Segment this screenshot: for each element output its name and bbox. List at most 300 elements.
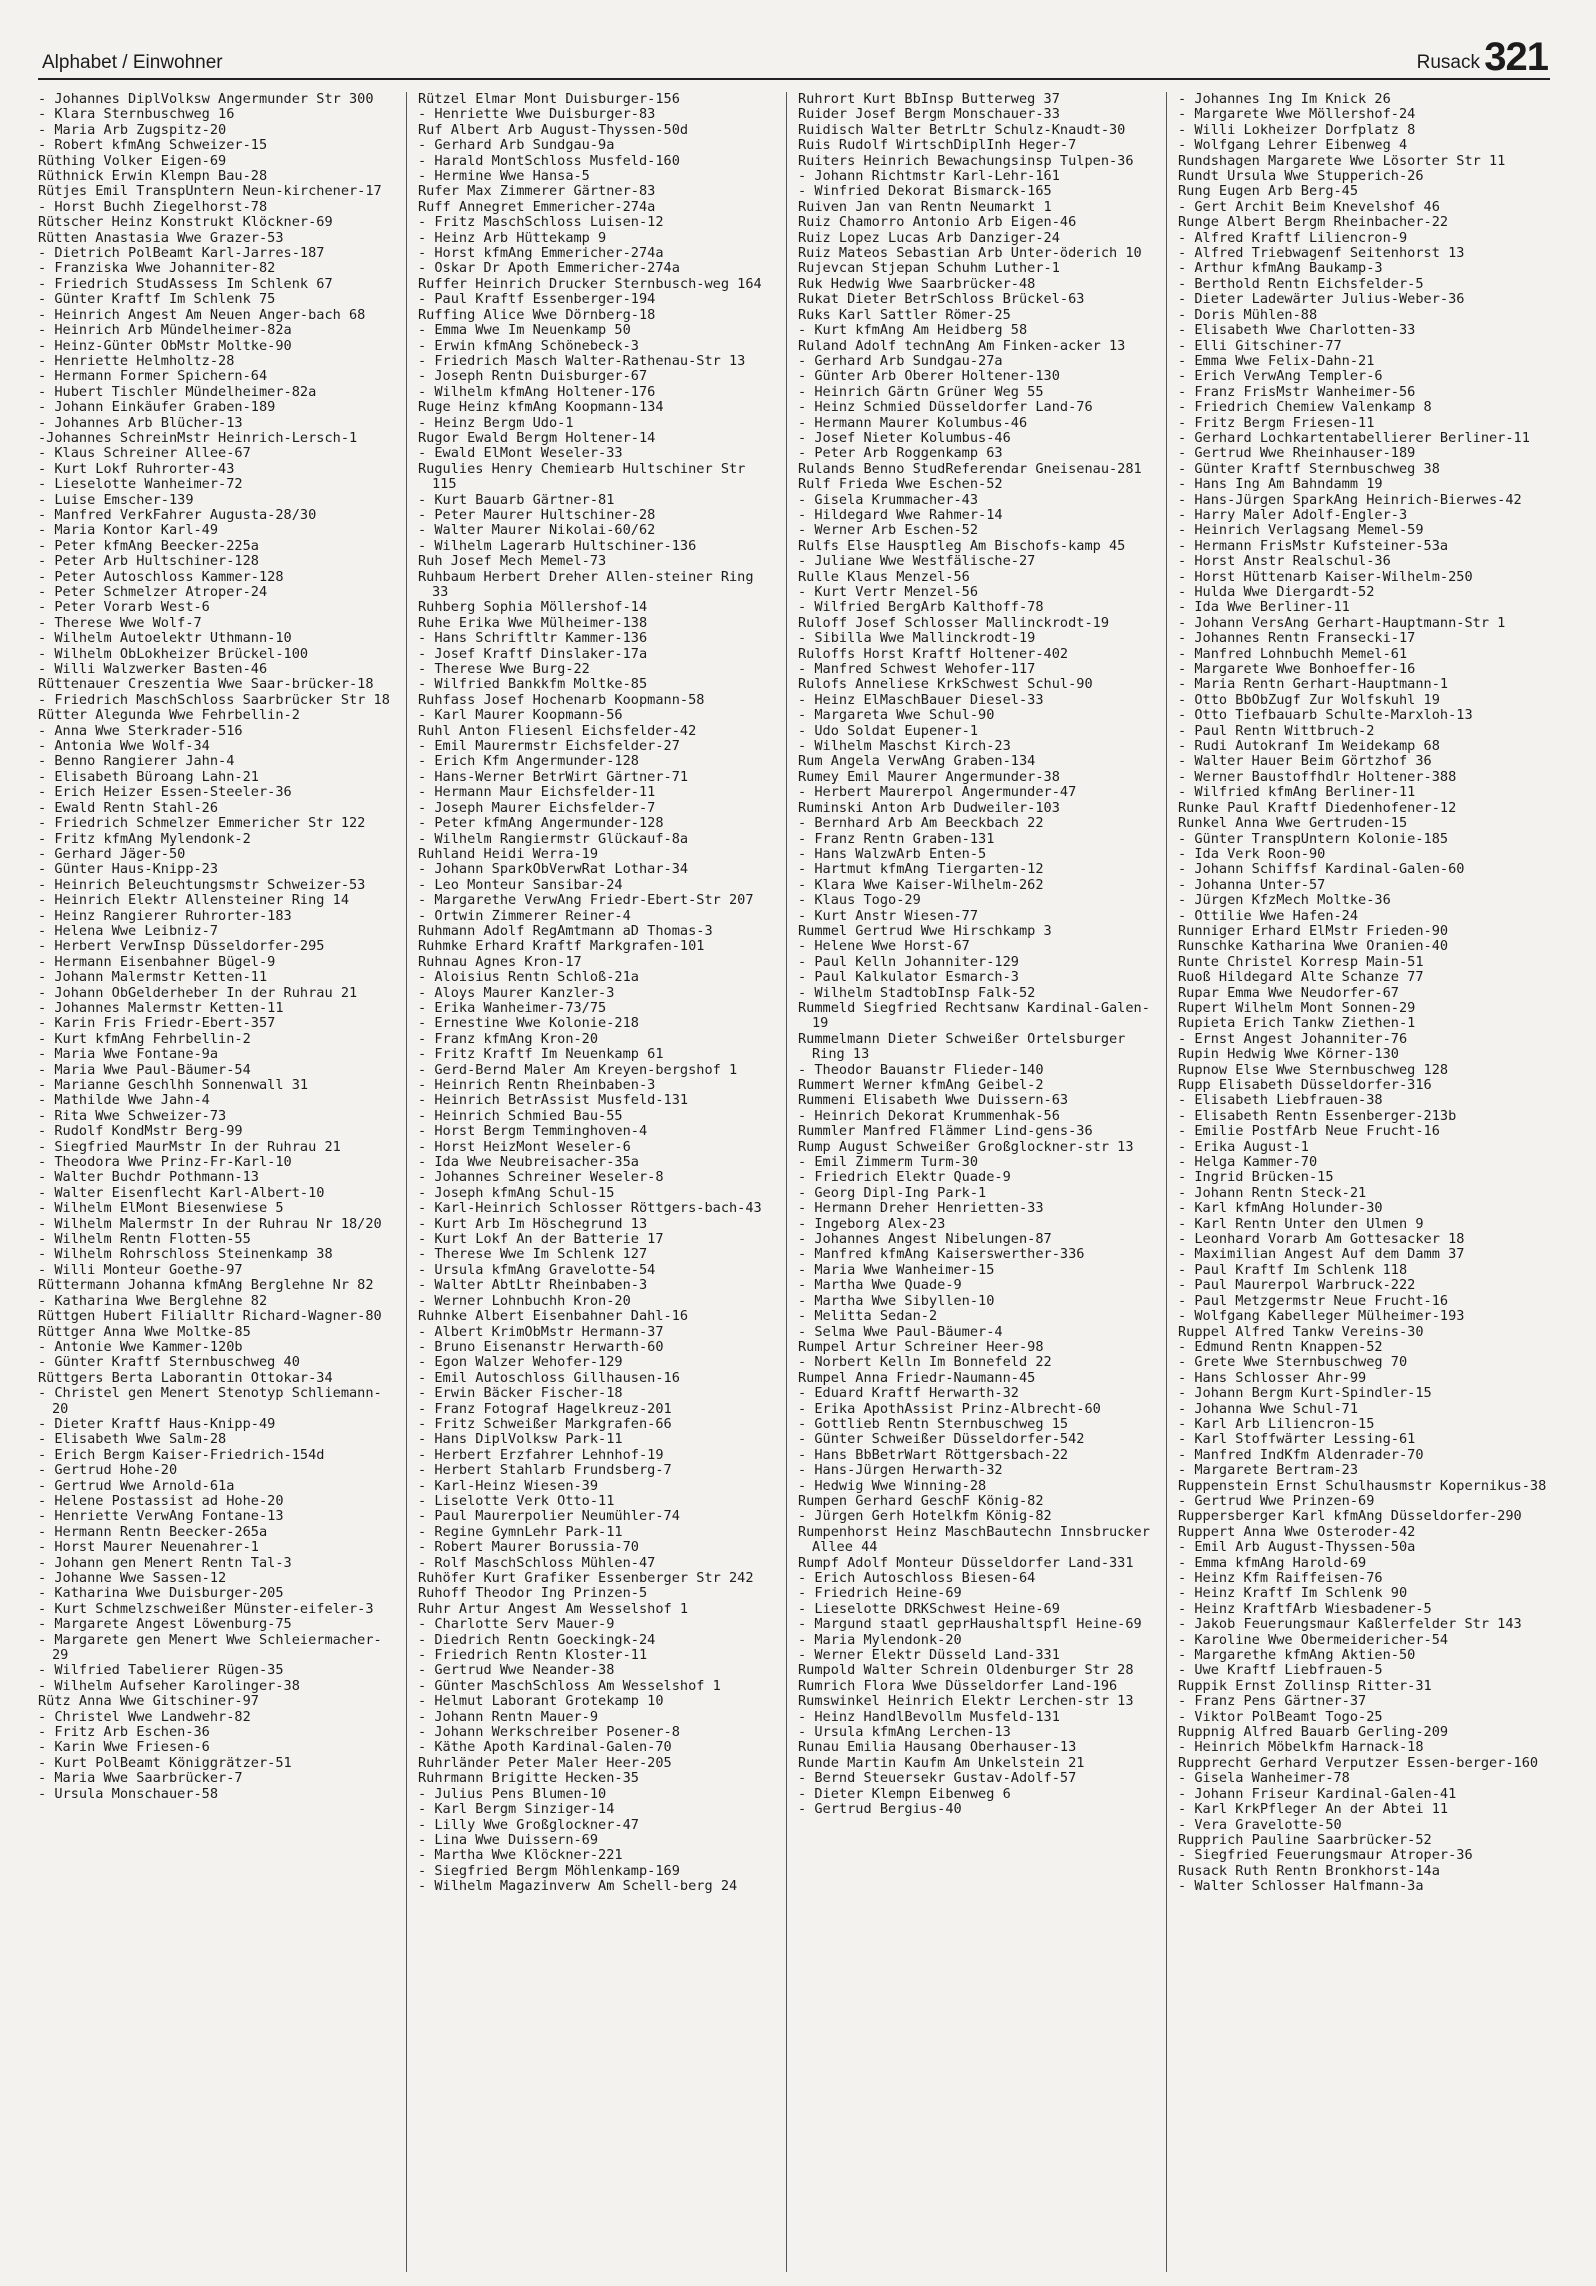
- directory-entry: - Berthold Rentn Eichsfelder-5: [1178, 275, 1424, 292]
- directory-entry: - Lieselotte DRKSchwest Heine-69: [798, 1600, 1060, 1617]
- directory-entry: - Heinrich Beleuchtungsmstr Schweizer-53: [38, 876, 366, 893]
- directory-entry: - Hans-Werner BetrWirt Gärtner-71: [418, 768, 689, 785]
- directory-entry: Ruloff Josef Schlosser Mallinckrodt-19: [798, 614, 1109, 631]
- directory-entry: - Helene Postassist ad Hohe-20: [38, 1492, 284, 1509]
- directory-entry: - Hans BbBetrWart Röttgersbach-22: [798, 1446, 1069, 1463]
- directory-entry: - Emil Maurermstr Eichsfelder-27: [418, 738, 680, 755]
- directory-entry: Rüttenauer Creszentia Wwe Saar-brücker-18: [38, 676, 374, 693]
- directory-entry: - Willi Lokheizer Dorfplatz 8: [1178, 121, 1416, 138]
- directory-entry: - Paul Metzgermstr Neue Frucht-16: [1178, 1292, 1449, 1309]
- directory-entry: - Gertrud Hohe-20: [38, 1462, 178, 1479]
- directory-entry: - Helmut Laborant Grotekamp 10: [418, 1693, 664, 1710]
- directory-entry: - Heinz ElMaschBauer Diesel-33: [798, 691, 1044, 708]
- column-2: [418, 92, 774, 2272]
- directory-entry: - Hermann Maur Eichsfelder-11: [418, 784, 656, 801]
- directory-entry: - Rudolf KondMstr Berg-99: [38, 1123, 243, 1140]
- directory-entry: - Ida Wwe Neubreisacher-35a: [418, 1154, 639, 1171]
- directory-entry: - Peter Arb Roggenkamp 63: [798, 445, 1003, 462]
- directory-entry: - Horst Buchh Ziegelhorst-78: [38, 198, 268, 215]
- directory-entry: - Wilhelm Magazinverw Am Schell-berg 24: [418, 1878, 738, 1895]
- directory-entry: - Joseph Maurer Eichsfelder-7: [418, 799, 656, 816]
- directory-entry: - Paul Kraftf Im Schlenk 118: [1178, 1261, 1408, 1278]
- directory-entry: - Selma Wwe Paul-Bäumer-4: [798, 1323, 1003, 1340]
- directory-entry: - Erich Kfm Angermunder-128: [418, 753, 639, 770]
- directory-entry: Rumpold Walter Schrein Oldenburger Str 28: [798, 1662, 1134, 1679]
- directory-entry: - Kurt Schmelzschweißer Münster-eifeler-3: [38, 1600, 374, 1617]
- directory-entry: - Fritz Schweißer Markgrafen-66: [418, 1415, 672, 1432]
- directory-entry: - Hans-Jürgen Herwarth-32: [798, 1462, 1003, 1479]
- directory-entry: Rummel Gertrud Wwe Hirschkamp 3: [798, 922, 1052, 939]
- directory-entry: Rundshagen Margarete Wwe Lösorter Str 11: [1178, 152, 1506, 169]
- directory-entry: -Johannes SchreinMstr Heinrich-Lersch-1: [38, 429, 358, 446]
- directory-entry: - Anna Wwe Sterkrader-516: [38, 722, 243, 739]
- directory-entry: - Alfred Kraftf Liliencron-9: [1178, 229, 1408, 246]
- directory-entry: - Gottlieb Rentn Sternbuschweg 15: [798, 1415, 1069, 1432]
- directory-entry: - Wilhelm Autoelektr Uthmann-10: [38, 630, 292, 647]
- directory-entry: - Walter Hauer Beim Görtzhof 36: [1178, 753, 1432, 770]
- directory-entry: - Rolf MaschSchloss Mühlen-47: [418, 1554, 656, 1571]
- directory-entry: Ruhoff Theodor Ing Prinzen-5: [418, 1585, 648, 1602]
- directory-entry: Ruiz Chamorro Antonio Arb Eigen-46: [798, 214, 1077, 231]
- directory-entry: - Robert Maurer Borussia-70: [418, 1539, 639, 1556]
- directory-entry: - Albert KrimObMstr Hermann-37: [418, 1323, 664, 1340]
- directory-entry: - Gertrud Wwe Neander-38: [418, 1662, 615, 1679]
- directory-entry: Runke Paul Kraftf Diedenhofener-12: [1178, 799, 1457, 816]
- directory-entry: - Wilhelm ElMont Biesenwiese 5: [38, 1200, 284, 1217]
- directory-entry: - Kurt Arb Im Höschegrund 13: [418, 1215, 648, 1232]
- directory-entry: Ruloffs Horst Kraftf Holtener-402: [798, 645, 1069, 662]
- directory-entry: - Johannes Arb Blücher-13: [38, 414, 243, 431]
- directory-entry: Ruffing Alice Wwe Dörnberg-18: [418, 306, 656, 323]
- directory-entry: - Heinz Arb Hüttekamp 9: [418, 229, 607, 246]
- directory-entry: Rump August Schweißer Großglockner-str 13: [798, 1138, 1134, 1155]
- directory-entry: - Emma kfmAng Harold-69: [1178, 1554, 1367, 1571]
- directory-entry: - Wilhelm Rohrschloss Steinenkamp 38: [38, 1246, 333, 1263]
- directory-entry: - Peter kfmAng Beecker-225a: [38, 537, 259, 554]
- directory-entry: - Ernestine Wwe Kolonie-218: [418, 1015, 639, 1032]
- directory-entry: - Johannes Malermstr Ketten-11: [38, 999, 284, 1016]
- directory-entry: Rundt Ursula Wwe Stupperich-26: [1178, 168, 1424, 185]
- directory-entry: - Manfred VerkFahrer Augusta-28/30: [38, 506, 317, 523]
- directory-entry: Ruminski Anton Arb Dudweiler-103: [798, 799, 1060, 816]
- directory-entry: - Ursula kfmAng Lerchen-13: [798, 1724, 1011, 1741]
- directory-entry: - Maria Kontor Karl-49: [38, 522, 219, 539]
- directory-entry: - Hermann Former Spichern-64: [38, 368, 268, 385]
- directory-entry: - Johann Rentn Mauer-9: [418, 1708, 599, 1725]
- directory-entry: - Franz FrisMstr Wanheimer-56: [1178, 383, 1416, 400]
- directory-entry: - Hans-Jürgen SparkAng Heinrich-Bierwes-42: [1178, 491, 1522, 508]
- directory-entry: - Jakob Feuerungsmaur Kaßlerfelder Str 143: [1178, 1616, 1522, 1633]
- directory-entry: Ruhrländer Peter Maler Heer-205: [418, 1754, 672, 1771]
- directory-entry: - Werner Arb Eschen-52: [798, 522, 979, 539]
- directory-entry: - Christel Wwe Landwehr-82: [38, 1708, 251, 1725]
- directory-entry: - Gerhard Arb Sundgau-27a: [798, 352, 1003, 369]
- directory-entry: - Paul Kalkulator Esmarch-3: [798, 969, 1019, 986]
- directory-entry: - Gisela Wanheimer-78: [1178, 1770, 1350, 1787]
- directory-entry: Rumpel Anna Friedr-Naumann-45: [798, 1369, 1036, 1386]
- directory-entry: - Paul Kelln Johanniter-129: [798, 953, 1019, 970]
- directory-entry: Ruf Albert Arb August-Thyssen-50d: [418, 121, 689, 138]
- directory-entry: Ruk Hedwig Wwe Saarbrücker-48: [798, 275, 1036, 292]
- directory-entry: Ruppenstein Ernst Schulhausmstr Kopernikus-38: [1178, 1477, 1547, 1494]
- directory-entry: - Gerhard Jäger-50: [38, 845, 186, 862]
- directory-entry: Rummeld Siegfried Rechtsanw Kardinal-Galen-19: [798, 999, 1150, 1032]
- directory-entry: Rumpen Gerhard GeschF König-82: [798, 1492, 1044, 1509]
- directory-entry: - Friedrich Schmelzer Emmericher Str 122: [38, 815, 366, 832]
- directory-entry: - Kurt Bauarb Gärtner-81: [418, 491, 615, 508]
- directory-entry: - Wilfried BergArb Kalthoff-78: [798, 599, 1044, 616]
- directory-entry: - Ingrid Brücken-15: [1178, 1169, 1334, 1186]
- directory-entry: - Elisabeth Büroang Lahn-21: [38, 768, 259, 785]
- directory-entry: - Willi Monteur Goethe-97: [38, 1261, 243, 1278]
- directory-entry: - Friedrich Elektr Quade-9: [798, 1169, 1011, 1186]
- directory-entry: Rütten Anastasia Wwe Grazer-53: [38, 229, 284, 246]
- section-title: Alphabet / Einwohner: [42, 52, 223, 73]
- directory-entry: - Elli Gitschiner-77: [1178, 337, 1342, 354]
- directory-entry: - Margareta Wwe Schul-90: [798, 707, 995, 724]
- directory-entry: - Emil Autoschloss Gillhausen-16: [418, 1369, 680, 1386]
- directory-entry: - Heinrich Möbelkfm Harnack-18: [1178, 1739, 1424, 1756]
- directory-entry: - Hildegard Wwe Rahmer-14: [798, 506, 1003, 523]
- directory-entry: - Johanne Wwe Sassen-12: [38, 1570, 227, 1586]
- directory-entry: - Gerhard Arb Sundgau-9a: [418, 137, 615, 154]
- directory-entry: - Margarete Bertram-23: [1178, 1462, 1359, 1479]
- directory-entry: - Theodora Wwe Prinz-Fr-Karl-10: [38, 1154, 292, 1171]
- directory-entry: Ruhland Heidi Werra-19: [418, 845, 599, 862]
- directory-entry: - Horst Bergm Temminghoven-4: [418, 1123, 648, 1140]
- directory-entry: Ruhe Erika Wwe Mülheimer-138: [418, 614, 648, 631]
- directory-entry: - Bruno Eisenanstr Herwarth-60: [418, 1338, 664, 1355]
- directory-entry: - Kurt Lokf Ruhrorter-43: [38, 460, 235, 477]
- directory-entry: - Gerd-Bernd Maler Am Kreyen-bergshof 1: [418, 1061, 738, 1078]
- directory-entry: - Peter Vorarb West-6: [38, 599, 210, 616]
- directory-entry: - Aloys Maurer Kanzler-3: [418, 984, 615, 1001]
- directory-entry: - Benno Rangierer Jahn-4: [38, 753, 235, 770]
- directory-entry: - Christel gen Menert Stenotyp Schliemann-20: [38, 1385, 382, 1417]
- directory-entry: - Elisabeth Liebfrauen-38: [1178, 1092, 1383, 1109]
- directory-entry: - Hans WalzwArb Enten-5: [798, 845, 987, 862]
- directory-entry: - Henriette Helmholtz-28: [38, 352, 235, 369]
- directory-entry: - Kurt Lokf An der Batterie 17: [418, 1231, 664, 1248]
- directory-entry: - Gertrud Wwe Rheinhauser-189: [1178, 445, 1416, 462]
- directory-entry: - Ewald ElMont Weseler-33: [418, 445, 623, 462]
- directory-entry: Ruppel Alfred Tankw Vereins-30: [1178, 1323, 1424, 1340]
- directory-entry: - Franz kfmAng Kron-20: [418, 1030, 599, 1047]
- directory-entry: - Hartmut kfmAng Tiergarten-12: [798, 861, 1044, 878]
- directory-entry: - Theodor Bauanstr Flieder-140: [798, 1061, 1044, 1078]
- directory-entry: - Heinrich Schmied Bau-55: [418, 1107, 623, 1124]
- directory-entry: Rumpel Artur Schreiner Heer-98: [798, 1338, 1044, 1355]
- directory-entry: - Wolfgang Lehrer Eibenweg 4: [1178, 137, 1408, 154]
- directory-entry: Rummler Manfred Flämmer Lind-gens-36: [798, 1123, 1093, 1140]
- directory-entry: - Rita Wwe Schweizer-73: [38, 1107, 227, 1124]
- directory-entry: - Henriette VerwAng Fontane-13: [38, 1508, 284, 1525]
- directory-entry: Rütter Alegunda Wwe Fehrbellin-2: [38, 707, 300, 724]
- directory-entry: - Elisabeth Wwe Charlotten-33: [1178, 322, 1416, 339]
- directory-entry: Rujevcan Stjepan Schuhm Luther-1: [798, 260, 1060, 277]
- directory-entry: - Günter Kraftf Sternbuschweg 38: [1178, 460, 1440, 477]
- directory-entry: - Ida Wwe Berliner-11: [1178, 599, 1350, 616]
- directory-entry: - Alfred Triebwagenf Seitenhorst 13: [1178, 245, 1465, 262]
- directory-entry: - Klara Wwe Kaiser-Wilhelm-262: [798, 876, 1044, 893]
- directory-entry: - Günter MaschSchloss Am Wesselshof 1: [418, 1677, 721, 1694]
- directory-entry: - Harald MontSchloss Musfeld-160: [418, 152, 680, 169]
- directory-entry: - Johann gen Menert Rentn Tal-3: [38, 1554, 292, 1571]
- directory-entry: - Paul Maurerpol Warbruck-222: [1178, 1277, 1416, 1294]
- directory-entry: - Helene Wwe Horst-67: [798, 938, 970, 955]
- directory-entry: - Maria Wwe Saarbrücker-7: [38, 1770, 243, 1787]
- directory-entry: - Margarethe VerwAng Friedr-Ebert-Str 207: [418, 892, 754, 909]
- directory-entry: - Herbert Erzfahrer Lehnhof-19: [418, 1446, 664, 1463]
- directory-entry: - Johann Rentn Steck-21: [1178, 1184, 1367, 1201]
- directory-entry: - Gertrud Wwe Arnold-61a: [38, 1477, 235, 1494]
- column-divider: [1166, 92, 1167, 2272]
- directory-entry: Ruland Adolf technAng Am Finken-acker 13: [798, 337, 1126, 354]
- directory-entry: - Karl Arb Liliencron-15: [1178, 1415, 1375, 1432]
- directory-entry: Ruiven Jan van Rentn Neumarkt 1: [798, 198, 1052, 215]
- directory-entry: - Margarete Wwe Möllershof-24: [1178, 106, 1416, 123]
- directory-entry: - Juliane Wwe Westfälische-27: [798, 553, 1036, 570]
- directory-entry: - Werner Baustoffhdlr Holtener-388: [1178, 768, 1457, 785]
- directory-entry: - Sibilla Wwe Mallinckrodt-19: [798, 630, 1036, 647]
- directory-entry: Ruider Josef Bergm Monschauer-33: [798, 106, 1060, 123]
- directory-entry: Runau Emilia Hausang Oberhauser-13: [798, 1739, 1077, 1756]
- directory-entry: - Günter Kraftf Sternbuschweg 40: [38, 1354, 300, 1371]
- directory-entry: - Hulda Wwe Diergardt-52: [1178, 584, 1375, 600]
- directory-entry: - Antonie Wwe Kammer-120b: [38, 1338, 243, 1355]
- directory-entry: - Margarethe kfmAng Aktien-50: [1178, 1647, 1416, 1664]
- directory-entry: - Oskar Dr Apoth Emmericher-274a: [418, 260, 680, 277]
- directory-entry: - Siegfried MaurMstr In der Ruhrau 21: [38, 1138, 341, 1155]
- directory-entry: - Jürgen Gerh Hotelkfm König-82: [798, 1508, 1052, 1525]
- directory-entry: Ruhmke Erhard Kraftf Markgrafen-101: [418, 938, 705, 955]
- directory-entry: - Heinrich Verlagsang Memel-59: [1178, 522, 1424, 539]
- directory-entry: - Johann Einkäufer Graben-189: [38, 399, 276, 416]
- directory-entry: - Johannes Angest Nibelungen-87: [798, 1231, 1052, 1248]
- directory-entry: - Ottilie Wwe Hafen-24: [1178, 907, 1359, 924]
- directory-entry: - Ortwin Zimmerer Reiner-4: [418, 907, 631, 924]
- directory-columns: [38, 92, 1550, 2272]
- directory-entry: Ruffer Heinrich Drucker Sternbusch-weg 164: [418, 275, 762, 292]
- directory-entry: Rüthing Volker Eigen-69: [38, 152, 227, 169]
- directory-entry: - Luise Emscher-139: [38, 491, 194, 508]
- directory-entry: - Karl Stoffwärter Lessing-61: [1178, 1431, 1416, 1448]
- column-3: [798, 92, 1154, 2272]
- directory-entry: - Martha Wwe Klöckner-221: [418, 1847, 623, 1864]
- directory-entry: - Hermann Dreher Henrietten-33: [798, 1200, 1044, 1217]
- directory-entry: - Therese Wwe Burg-22: [418, 661, 590, 678]
- directory-entry: - Josef Nieter Kolumbus-46: [798, 429, 1011, 446]
- directory-entry: - Harry Maler Adolf-Engler-3: [1178, 506, 1408, 523]
- directory-entry: - Johanna Wwe Schul-71: [1178, 1400, 1359, 1417]
- directory-entry: Rützel Elmar Mont Duisburger-156: [418, 92, 680, 107]
- directory-entry: - Johannes Rentn Fransecki-17: [1178, 630, 1416, 647]
- directory-entry: - Emma Wwe Im Neuenkamp 50: [418, 322, 631, 339]
- directory-entry: Rummeni Elisabeth Wwe Duissern-63: [798, 1092, 1069, 1109]
- directory-entry: - Maria Wwe Paul-Bäumer-54: [38, 1061, 251, 1078]
- directory-entry: Ruhfass Josef Hochenarb Koopmann-58: [418, 691, 705, 708]
- directory-entry: - Wilhelm ObLokheizer Brückel-100: [38, 645, 309, 662]
- directory-entry: Rusack Ruth Rentn Bronkhorst-14a: [1178, 1862, 1440, 1879]
- directory-entry: - Johann Richtmstr Karl-Lehr-161: [798, 168, 1060, 185]
- directory-entry: - Günter Kraftf Im Schlenk 75: [38, 291, 276, 308]
- directory-entry: Rulle Klaus Menzel-56: [798, 568, 970, 585]
- directory-entry: - Doris Mühlen-88: [1178, 306, 1318, 323]
- directory-entry: - Heinz-Günter ObMstr Moltke-90: [38, 337, 292, 354]
- directory-entry: - Martha Wwe Quade-9: [798, 1277, 962, 1294]
- directory-entry: - Helena Wwe Leibniz-7: [38, 922, 219, 939]
- directory-entry: - Johannes Ing Im Knick 26: [1178, 92, 1391, 107]
- directory-entry: - Helga Kammer-70: [1178, 1154, 1318, 1171]
- directory-entry: - Horst kfmAng Emmericher-274a: [418, 245, 664, 262]
- directory-entry: - Therese Wwe Wolf-7: [38, 614, 202, 631]
- directory-entry: - Margarete gen Menert Wwe Schleiermacher-29: [38, 1631, 382, 1664]
- directory-entry: - Hans Schriftltr Kammer-136: [418, 630, 648, 647]
- directory-entry: - Hermine Wwe Hansa-5: [418, 168, 590, 185]
- directory-entry: - Manfred IndKfm Aldenrader-70: [1178, 1446, 1424, 1463]
- directory-entry: - Karl-Heinz Wiesen-39: [418, 1477, 599, 1494]
- directory-entry: Ruhbaum Herbert Dreher Allen-steiner Ring 33: [418, 568, 754, 600]
- directory-entry: - Siegfried Feuerungsmaur Atroper-36: [1178, 1847, 1473, 1864]
- directory-entry: Ruh Josef Mech Memel-73: [418, 553, 607, 570]
- directory-entry: - Wilfried Bankkfm Moltke-85: [418, 676, 648, 693]
- directory-entry: - Karl-Heinrich Schlosser Röttgers-bach-43: [418, 1200, 762, 1217]
- directory-entry: - Hedwig Wwe Winning-28: [798, 1477, 987, 1494]
- directory-entry: - Erich VerwAng Templer-6: [1178, 368, 1383, 385]
- directory-entry: Runniger Erhard ElMstr Frieden-90: [1178, 922, 1449, 939]
- directory-entry: - Aloisius Rentn Schloß-21a: [418, 969, 639, 986]
- directory-entry: - Joseph Rentn Duisburger-67: [418, 368, 648, 385]
- directory-entry: - Margund staatl geprHaushaltspfl Heine-69: [798, 1616, 1142, 1633]
- directory-entry: - Franz Fotograf Hagelkreuz-201: [418, 1400, 672, 1417]
- directory-entry: - Paul Rentn Wittbruch-2: [1178, 722, 1375, 739]
- directory-entry: - Peter Maurer Hultschiner-28: [418, 506, 656, 523]
- directory-entry: - Eduard Kraftf Herwarth-32: [798, 1385, 1019, 1402]
- directory-entry: - Hubert Tischler Mündelheimer-82a: [38, 383, 317, 400]
- directory-entry: Ruiters Heinrich Bewachungsinsp Tulpen-36: [798, 152, 1134, 169]
- directory-entry: - Edmund Rentn Knappen-52: [1178, 1338, 1383, 1355]
- directory-entry: - Therese Wwe Im Schlenk 127: [418, 1246, 648, 1263]
- directory-entry: - Wilhelm Maschst Kirch-23: [798, 738, 1011, 755]
- directory-entry: - Herbert VerwInsp Düsseldorfer-295: [38, 938, 325, 955]
- directory-entry: - Heinz Bergm Udo-1: [418, 414, 574, 431]
- directory-entry: Ruppik Ernst Zollinsp Ritter-31: [1178, 1677, 1432, 1694]
- directory-entry: - Horst Maurer Neuenahrer-1: [38, 1539, 259, 1556]
- directory-entry: - Grete Wwe Sternbuschweg 70: [1178, 1354, 1408, 1371]
- directory-entry: - Henriette Wwe Duisburger-83: [418, 106, 656, 123]
- directory-entry: Ruhnau Agnes Kron-17: [418, 953, 582, 970]
- directory-entry: - Wilfried kfmAng Berliner-11: [1178, 784, 1416, 801]
- directory-entry: - Dietrich PolBeamt Karl-Jarres-187: [38, 245, 325, 262]
- directory-entry: - Hans DiplVolksw Park-11: [418, 1431, 623, 1448]
- directory-entry: - Lina Wwe Duissern-69: [418, 1831, 599, 1848]
- directory-entry: - Karl Rentn Unter den Ulmen 9: [1178, 1215, 1424, 1232]
- directory-entry: - Ingeborg Alex-23: [798, 1215, 946, 1232]
- directory-entry: - Günter TranspUntern Kolonie-185: [1178, 830, 1449, 847]
- directory-entry: Runge Albert Bergm Rheinbacher-22: [1178, 214, 1449, 231]
- directory-entry: - Maria Wwe Wanheimer-15: [798, 1261, 995, 1278]
- directory-entry: - Manfred Lohnbuchh Memel-61: [1178, 645, 1408, 662]
- directory-entry: - Johann Schiffsf Kardinal-Galen-60: [1178, 861, 1465, 878]
- directory-entry: - Friedrich Heine-69: [798, 1585, 962, 1602]
- directory-entry: - Dieter Ladewärter Julius-Weber-36: [1178, 291, 1465, 308]
- directory-entry: - Erich Autoschloss Biesen-64: [798, 1570, 1036, 1586]
- directory-entry: - Kurt Anstr Wiesen-77: [798, 907, 979, 924]
- directory-entry: - Ewald Rentn Stahl-26: [38, 799, 219, 816]
- directory-entry: - Johann Malermstr Ketten-11: [38, 969, 268, 986]
- directory-entry: - Siegfried Bergm Möhlenkamp-169: [418, 1862, 680, 1879]
- directory-entry: - Heinz HandlBevollm Musfeld-131: [798, 1708, 1060, 1725]
- directory-entry: - Johann SparkObVerwRat Lothar-34: [418, 861, 689, 878]
- directory-entry: - Wilhelm Malermstr In der Ruhrau Nr 18/20: [38, 1215, 382, 1232]
- directory-entry: - Paul Kraftf Essenberger-194: [418, 291, 656, 308]
- directory-entry: - Franz Rentn Graben-131: [798, 830, 995, 847]
- directory-entry: Rugulies Henry Chemiearb Hultschiner Str 115: [418, 460, 746, 493]
- directory-entry: - Katharina Wwe Duisburger-205: [38, 1585, 284, 1602]
- directory-entry: - Maria Rentn Gerhart-Hauptmann-1: [1178, 676, 1449, 693]
- directory-entry: Rupprich Pauline Saarbrücker-52: [1178, 1831, 1432, 1848]
- directory-entry: - Charlotte Serv Mauer-9: [418, 1616, 615, 1633]
- directory-entry: Rummert Werner kfmAng Geibel-2: [798, 1077, 1044, 1093]
- directory-entry: Ruhmann Adolf RegAmtmann aD Thomas-3: [418, 922, 713, 939]
- directory-entry: - Erich Heizer Essen-Steeler-36: [38, 784, 292, 801]
- directory-entry: - Erich Bergm Kaiser-Friedrich-154d: [38, 1446, 325, 1463]
- directory-entry: - Josef Kraftf Dinslaker-17a: [418, 645, 648, 662]
- directory-entry: - Fritz MaschSchloss Luisen-12: [418, 214, 664, 231]
- directory-entry: Ruhberg Sophia Möllershof-14: [418, 599, 648, 616]
- directory-entry: - Klaus Togo-29: [798, 892, 921, 909]
- directory-entry: Ruidisch Walter BetrLtr Schulz-Knaudt-30: [798, 121, 1126, 138]
- directory-entry: Rupnow Else Wwe Sternbuschweg 128: [1178, 1061, 1449, 1078]
- directory-entry: Rütjes Emil TranspUntern Neun-kirchener-17: [38, 183, 382, 200]
- directory-entry: - Heinz Kfm Raiffeisen-76: [1178, 1570, 1383, 1586]
- directory-entry: Rulofs Anneliese KrkSchwest Schul-90: [798, 676, 1093, 693]
- directory-entry: - Manfred Schwest Wehofer-117: [798, 661, 1036, 678]
- directory-entry: - Franziska Wwe Johanniter-82: [38, 260, 276, 277]
- directory-entry: - Walter Eisenflecht Karl-Albert-10: [38, 1184, 325, 1201]
- directory-entry: - Friedrich Rentn Kloster-11: [418, 1647, 648, 1664]
- directory-entry: - Erika ApothAssist Prinz-Albrecht-60: [798, 1400, 1101, 1417]
- directory-entry: Ruis Rudolf WirtschDiplInh Heger-7: [798, 137, 1077, 154]
- directory-entry: - Hermann Rentn Beecker-265a: [38, 1523, 268, 1540]
- directory-entry: Runkel Anna Wwe Gertruden-15: [1178, 815, 1408, 832]
- directory-entry: - Günter Arb Oberer Holtener-130: [798, 368, 1060, 385]
- directory-entry: - Heinrich Elektr Allensteiner Ring 14: [38, 892, 349, 909]
- directory-entry: - Norbert Kelln Im Bonnefeld 22: [798, 1354, 1052, 1371]
- directory-entry: - Wilhelm Lagerarb Hultschiner-136: [418, 537, 697, 554]
- directory-entry: Rulands Benno StudReferendar Gneisenau-281: [798, 460, 1142, 477]
- directory-entry: - Karl Bergm Sinziger-14: [418, 1801, 615, 1818]
- directory-entry: - Fritz Arb Eschen-36: [38, 1724, 210, 1741]
- directory-entry: - Vera Gravelotte-50: [1178, 1816, 1342, 1833]
- directory-entry: - Kurt kfmAng Am Heidberg 58: [798, 322, 1028, 339]
- directory-entry: - Hans Ing Am Bahndamm 19: [1178, 476, 1383, 493]
- directory-entry: Rupert Wilhelm Mont Sonnen-29: [1178, 999, 1416, 1016]
- directory-entry: Rupin Hedwig Wwe Körner-130: [1178, 1046, 1399, 1063]
- directory-entry: - Karin Wwe Friesen-6: [38, 1739, 210, 1756]
- directory-entry: Runte Christel Korresp Main-51: [1178, 953, 1424, 970]
- directory-entry: - Herbert Maurerpol Angermunder-47: [798, 784, 1077, 801]
- directory-entry: - Karin Fris Friedr-Ebert-357: [38, 1015, 276, 1032]
- directory-entry: Rütscher Heinz Konstrukt Klöckner-69: [38, 214, 333, 231]
- directory-entry: - Karl KrkPfleger An der Abtei 11: [1178, 1801, 1449, 1818]
- directory-entry: - Erwin Bäcker Fischer-18: [418, 1385, 623, 1402]
- directory-entry: - Ernst Angest Johanniter-76: [1178, 1030, 1408, 1047]
- directory-entry: Rumpenhorst Heinz MaschBautechn Innsbrucker Allee 44: [798, 1523, 1150, 1556]
- directory-entry: - Wilfried Tabelierer Rügen-35: [38, 1662, 284, 1679]
- directory-entry: Rumey Emil Maurer Angermunder-38: [798, 768, 1060, 785]
- directory-entry: Rupp Elisabeth Düsseldorfer-316: [1178, 1077, 1432, 1093]
